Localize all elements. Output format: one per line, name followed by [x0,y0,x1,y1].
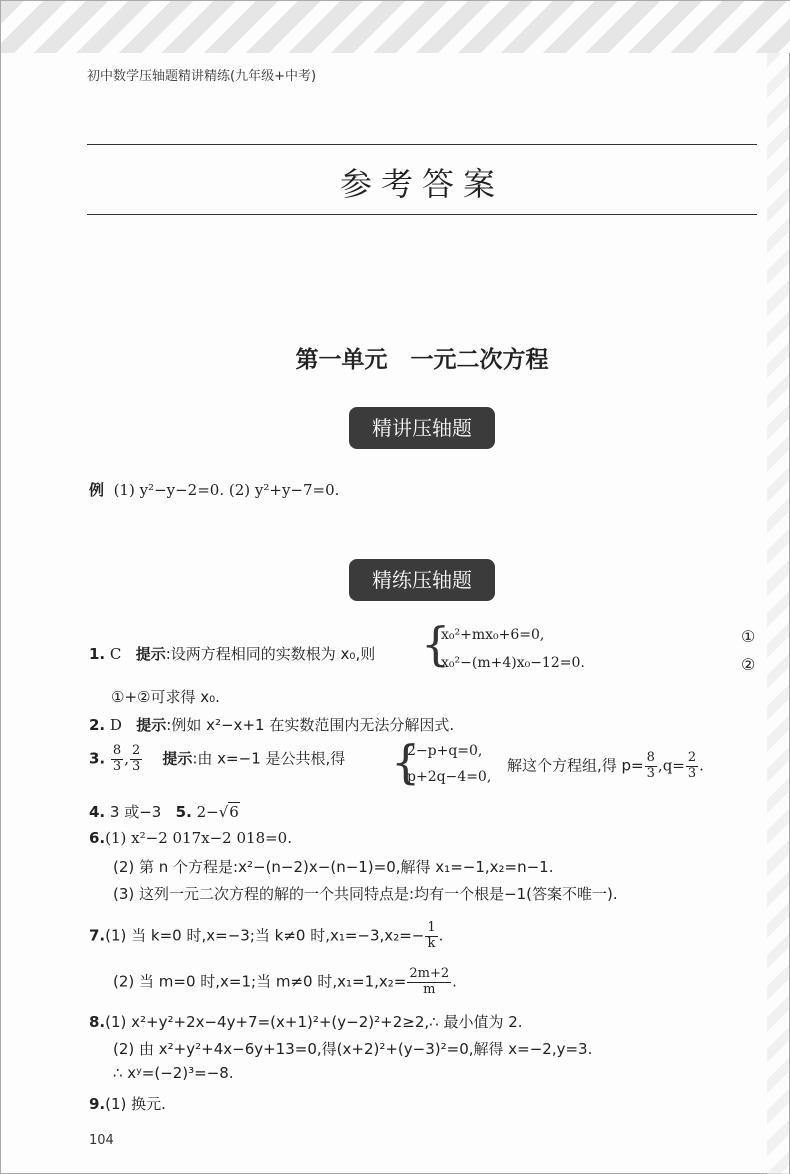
q7-line1-text: (1) 当 k=0 时,x=−3;当 k≠0 时,x₁=−3,x₂=− [105,926,425,945]
page-title: 参考答案 [339,165,504,203]
q9-number: 9. [89,1095,106,1113]
running-head: 初中数学压轴题精讲精练(九年级+中考) [87,69,317,84]
unit-title: 第一单元 一元二次方程 [295,347,549,373]
q6-number: 6. [89,829,106,847]
q3-answer-sep: , [124,749,129,768]
q1-line [89,643,375,664]
q6-line3: (3) 这列一元二次方程的解的一个共同特点是:均有一个根是−1(答案不唯一). [113,885,618,903]
q3-answer-frac1: $\frac{8}{3}$ [112,743,122,774]
q3-q-frac: $\frac{2}{3}$ [687,750,697,781]
q2-hint-text: :例如 x²−x+1 在实数范围内无法分解因式. [166,716,455,734]
q1-system-brace: { [421,617,451,671]
q7-line1 [89,921,443,952]
q1-marker2: ② [741,655,756,674]
q3-line [89,744,345,775]
q6-line1 [89,829,292,847]
q8-line3: ∴ xʸ=(−2)³=−8. [113,1064,234,1082]
q8-line1-text: (1) x²+y²+2x−4y+7=(x+1)²+(y−2)²+2≥2,∴ 最小值为 2. [105,1013,523,1031]
q3-tail-text: 解这个方程组,得 p= [507,756,644,775]
q2-answer: D [109,716,122,734]
q9-line1 [89,1093,166,1114]
q1-system-line1: x₀²+mx₀+6=0, [441,627,545,643]
q3-tail [507,751,704,782]
q7-line2-end: . [452,972,457,991]
example-label: 例 [89,481,105,499]
q3-system-line2: p+2q−4=0, [407,769,492,785]
q3-hint-label: 提示 [162,749,193,768]
q4-text: 3 或−3 [109,803,162,821]
q6-line2: (2) 第 n 个方程是:x²−(n−2)x−(n−1)=0,解得 x₁=−1,x₂=n−1. [113,858,554,876]
q1-hint-text: :设两方程相同的实数根为 x₀,则 [165,645,376,663]
q2-number: 2. [89,716,106,734]
top-stripe-band [1,1,790,53]
q2-hint-label: 提示 [136,716,167,734]
q7-line2-text: (2) 当 m=0 时,x=1;当 m≠0 时,x₁=1,x₂= [113,972,407,991]
q5-text-pre: 2− [196,803,219,821]
q1-answer: C [109,645,122,663]
q9-line1-text: (1) 换元. [105,1095,166,1113]
q2-line [89,714,454,735]
page-number: 104 [89,1133,114,1148]
q1-system-line2: x₀²−(m+4)x₀−12=0. [441,655,585,671]
q3-system-line1: 2−p+q=0, [407,743,483,759]
q3-hint-text: :由 x=−1 是公共根,得 [192,749,346,768]
q7-line1-end: . [438,926,444,945]
section-badge-jinglian: 精练压轴题 [349,559,495,601]
q7-frac1: $\frac{1}{k}$ [427,920,436,951]
q1-hint-label: 提示 [135,645,166,663]
q3-q-text: ,q= [657,756,685,775]
section-badge-jingjiang: 精讲压轴题 [349,407,495,449]
q8-number: 8. [89,1013,106,1031]
q4-number: 4. [89,803,106,821]
q3-system-brace: { [391,735,421,789]
example-line [89,479,339,500]
q5-number: 5. [175,803,192,821]
q3-end: . [699,756,704,775]
title-bottom-rule [87,214,757,215]
q8-line2: (2) 由 x²+y²+4x−6y+13=0,得(x+2)²+(y−3)²=0,解得 x=−2,y=3. [113,1040,593,1058]
example-text: (1) y²−y−2=0. (2) y²+y−7=0. [113,481,340,499]
q8-line1 [89,1011,523,1032]
q1-number: 1. [89,645,106,663]
q7-number: 7. [89,926,106,945]
q3-p-frac: $\frac{8}{3}$ [646,750,655,781]
q5-text-sqrt: 6 [229,803,239,821]
q7-frac2: $\frac{2m+2}{m}$ [409,966,450,997]
title-top-rule [87,144,757,145]
q1-marker1: ① [741,627,756,646]
q3-number: 3. [89,749,106,768]
q4-q5-line: 4. 3 或−3 5. 2−√6 [89,803,239,821]
right-edge-band [767,53,789,1174]
q6-line1-text: (1) x²−2 017x−2 018=0. [105,829,292,847]
q7-line2 [113,967,457,998]
q1-line2: ①+②可求得 x₀. [111,688,220,706]
q3-answer-frac2: $\frac{2}{3}$ [131,743,141,774]
